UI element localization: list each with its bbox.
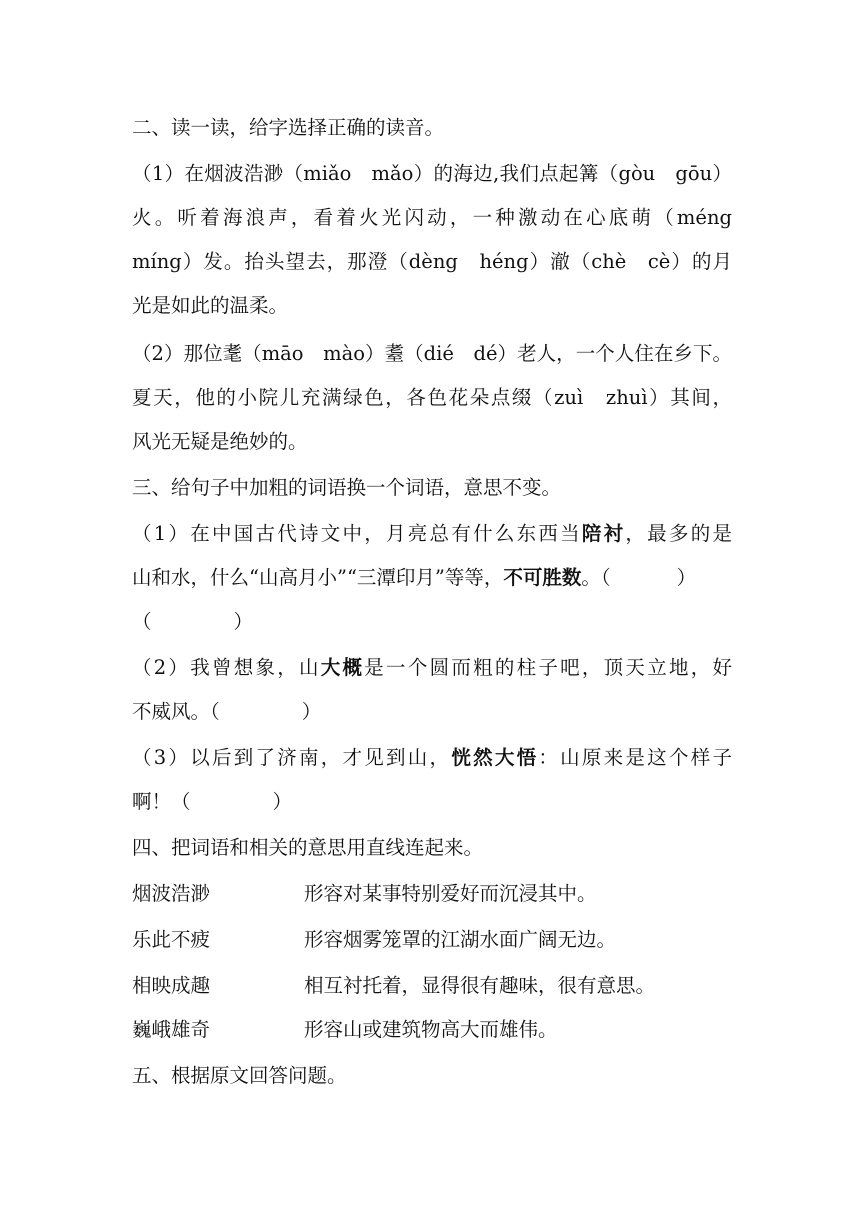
s3-q3-line-2: 啊！（ ） (132, 790, 293, 813)
match-term: 乐此不疲 (132, 928, 211, 951)
match-definition: 形容对某事特别爱好而沉浸其中。 (304, 882, 597, 905)
match-row (0, 1018, 860, 1042)
match-term: 相映成趣 (132, 974, 211, 997)
bold-term: 恍然大悟 (451, 746, 539, 769)
bold-term: 大概 (320, 656, 365, 679)
s3-q2-line-1: （2）我曾想象，山大概是一个圆而粗的柱子吧，顶天立地，好 (132, 656, 732, 679)
match-row (0, 882, 860, 906)
s2-p1-line-4: 光是如此的温柔。 (132, 294, 289, 317)
s3-q1-line-1: （1）在中国古代诗文中，月亮总有什么东西当陪衬，最多的是 (132, 522, 732, 545)
s2-p1-line-1: （1）在烟波浩渺（miǎo mǎo）的海边,我们点起篝（gòu gōu） (132, 162, 732, 185)
match-definition: 相互衬托着，显得很有趣味，很有意思。 (304, 974, 656, 997)
s3-q2-line-2: 不威风。（ ） (132, 700, 322, 723)
s2-p2-line-3: 风光无疑是绝妙的。 (132, 430, 308, 453)
section-2-heading: 二、读一读，给字选择正确的读音。 (132, 116, 445, 139)
match-definition: 形容山或建筑物高大而雄伟。 (304, 1018, 558, 1041)
match-row (0, 928, 860, 952)
s3-q1-line-3: （ ） (132, 610, 254, 633)
s3-q1-line-2: 山和水，什么“山高月小”“三潭印月”等等，不可胜数。（ ） (132, 566, 697, 589)
s2-p1-line-2: 火。听着海浪声，看着火光闪动，一种激动在心底萌（méng (132, 206, 732, 229)
section-5-heading: 五、根据原文回答问题。 (132, 1064, 347, 1087)
bold-term: 陪衬 (581, 522, 626, 545)
s2-p2-line-2: 夏天，他的小院儿充满绿色，各色花朵点缀（zuì zhuì）其间， (132, 386, 732, 409)
s2-p1-line-3: míng）发。抬头望去，那澄（dèng héng）澈（chè cè）的月 (132, 250, 732, 273)
match-row (0, 974, 860, 998)
match-term: 烟波浩渺 (132, 882, 211, 905)
match-definition: 形容烟雾笼罩的江湖水面广阔无边。 (304, 928, 617, 951)
s2-p2-line-1: （2）那位耄（māo mào）耋（dié dé）老人，一个人住在乡下。 (132, 342, 732, 365)
s3-q3-line-1: （3）以后到了济南，才见到山，恍然大悟：山原来是这个样子 (132, 746, 732, 769)
section-4-heading: 四、把词语和相关的意思用直线连起来。 (132, 836, 484, 859)
match-term: 巍峨雄奇 (132, 1018, 211, 1041)
section-3-heading: 三、给句子中加粗的词语换一个词语，意思不变。 (132, 476, 562, 499)
bold-term: 不可胜数 (503, 566, 582, 589)
